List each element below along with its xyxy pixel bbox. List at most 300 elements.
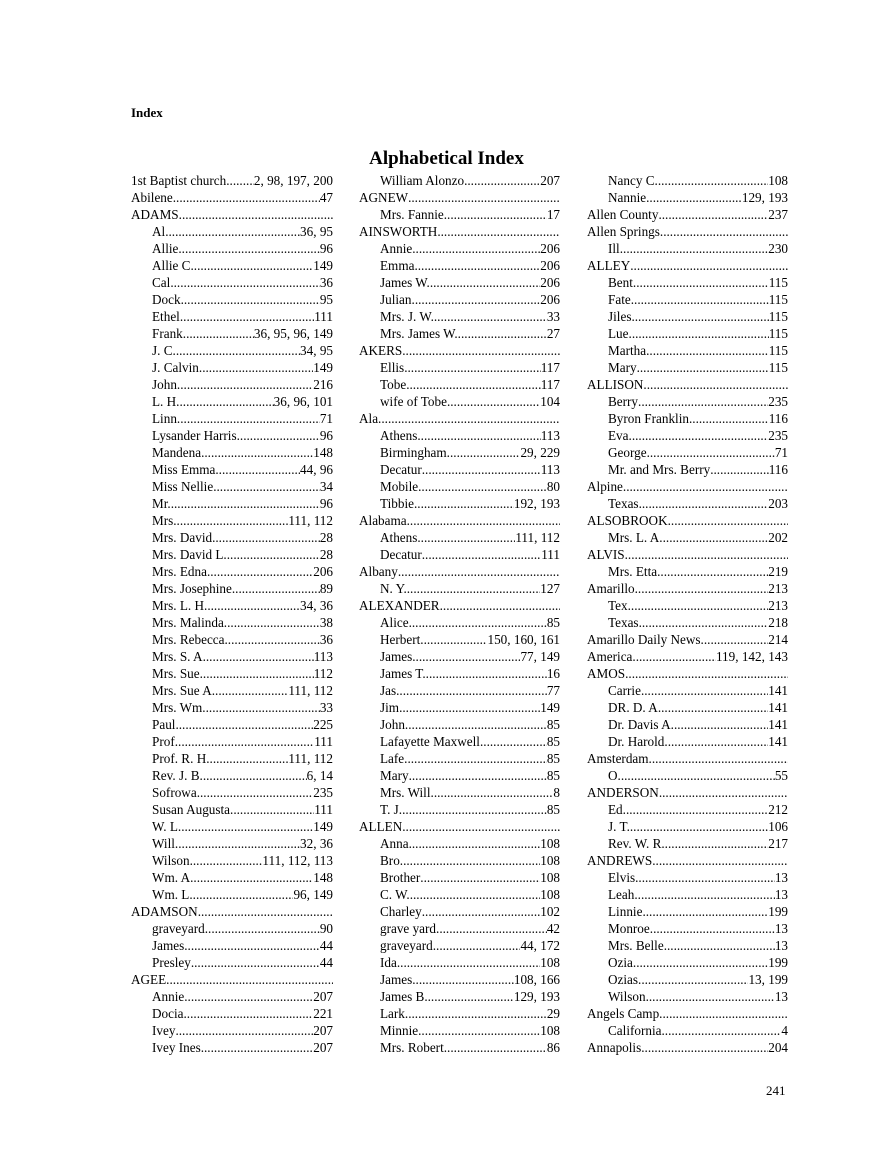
page-title: Alphabetical Index [369,148,524,169]
entry-term: James T. [380,666,426,681]
index-entry [359,563,560,580]
index-entry [587,512,788,529]
entry-term: Alice [380,615,409,630]
entry-pages: 86 [546,1040,560,1055]
entry-term: Mrs. Rebecca [152,632,225,647]
entry-pages: 104 [540,394,560,409]
entry-term: Mrs. Josephine [152,581,232,596]
entry-pages: 207 [313,1023,333,1038]
index-subentry [587,988,788,1005]
dot-leader [412,291,541,308]
entry-term: ALLEY [587,258,631,273]
dot-leader [665,835,769,852]
entry-term: Mandena [152,445,202,460]
entry-term: Mary [608,360,637,375]
entry-term: Monroe [608,921,650,936]
entry-term: Mr. [152,496,171,511]
dot-leader [412,240,540,257]
index-subentry [359,614,560,631]
entry-pages: 36, 95 [300,224,333,239]
entry-pages: 47 [319,190,333,205]
entry-pages: 116 [768,411,788,426]
entry-pages: 141 [768,700,788,715]
dot-leader [405,1005,547,1022]
entry-pages: 108 [540,887,560,902]
dot-leader [184,1005,314,1022]
index-subentry [131,920,333,937]
entry-term: California [608,1023,662,1038]
dot-leader [206,648,314,665]
entry-term: Alpine [587,479,623,494]
entry-term: O. [608,768,621,783]
entry-pages: 77, 149 [520,649,560,664]
entry-pages: 71 [319,411,333,426]
entry-term: Prof. [152,734,179,749]
entry-term: Will [152,836,175,851]
entry-pages: 219 [768,564,788,579]
entry-term: Linn [152,411,177,426]
dot-leader [444,206,547,223]
dot-leader [628,597,769,614]
dot-leader [179,393,273,410]
entry-term: C. W. [380,887,410,902]
index-subentry [359,886,560,903]
dot-leader [650,920,775,937]
index-entry [587,223,788,240]
dot-leader [180,308,314,325]
dot-leader [480,733,547,750]
entry-pages: 206 [540,275,560,290]
entry-term: Mrs. Belle [608,938,664,953]
dot-leader [668,512,788,529]
entry-term: Decatur [380,462,422,477]
index-subentry [131,393,333,410]
entry-pages: 225 [313,717,333,732]
index-subentry [359,750,560,767]
entry-term: Mrs. [152,513,177,528]
entry-term: Ozias [608,972,639,987]
entry-pages: 113 [313,649,333,664]
dot-leader [405,716,547,733]
entry-term: AINSWORTH [359,224,438,239]
index-subentry [131,886,333,903]
index-subentry [131,937,333,954]
index-entry [587,665,788,682]
entry-term: Susan Augusta [152,802,231,817]
index-subentry [131,240,333,257]
index-entry [587,478,788,495]
dot-leader [203,767,307,784]
dot-leader [420,631,487,648]
index-subentry [359,971,560,988]
dot-leader [422,546,541,563]
index-subentry [359,274,560,291]
index-subentry [131,461,333,478]
entry-term: Bent [608,275,633,290]
index-subentry [359,359,560,376]
entry-term: Mrs. S. A. [152,649,206,664]
dot-leader [409,835,541,852]
entry-pages: 206 [313,564,333,579]
index-entry [587,648,788,665]
index-subentry [359,920,560,937]
entry-pages: 111, 112 [515,530,560,545]
index-entry [587,1005,788,1022]
entry-pages: 230 [768,241,788,256]
entry-term: Dr. Harold [608,734,665,749]
entry-term: Mrs. Robert [380,1040,444,1055]
dot-leader [689,410,769,427]
entry-pages: 85 [546,717,560,732]
dot-leader [398,563,560,580]
entry-term: Allen County [587,207,659,222]
index-subentry [587,886,788,903]
entry-pages: 13 [774,989,788,1004]
index-subentry [587,903,788,920]
entry-term: Mrs. Fannie [380,207,444,222]
entry-term: Bro. [380,853,404,868]
index-subentry [587,614,788,631]
entry-term: Lysander Harris [152,428,237,443]
entry-term: John [152,377,177,392]
index-entry [359,410,560,427]
dot-leader [464,172,540,189]
index-subentry [131,410,333,427]
dot-leader [641,682,768,699]
entry-pages: 2, 98, 197, 200 [253,173,333,188]
dot-leader [418,1022,540,1039]
entry-pages: 4 [781,1023,788,1038]
index-subentry [587,342,788,359]
entry-pages: 96 [319,496,333,511]
entry-term: Athens [380,530,418,545]
entry-term: Mrs. David L. [152,547,227,562]
dot-leader [225,631,320,648]
entry-pages: 150, 160, 161 [487,632,560,647]
entry-pages: 71 [774,445,788,460]
dot-leader [663,529,769,546]
index-subentry [359,240,560,257]
index-subentry [359,937,560,954]
index-subentry [359,308,560,325]
entry-term: Birmingham [380,445,447,460]
entry-pages: 202 [768,530,788,545]
entry-pages: 221 [313,1006,333,1021]
entry-term: Carrie [608,683,641,698]
entry-term: N. Y. [380,581,407,596]
entry-term: Allie C. [152,258,194,273]
entry-pages: 115 [768,275,788,290]
index-subentry [587,495,788,512]
entry-pages: 29, 229 [520,445,560,460]
entry-term: Annie [152,989,185,1004]
dot-leader [212,529,320,546]
index-subentry [131,801,333,818]
dot-leader [422,903,540,920]
dot-leader [674,716,768,733]
entry-pages: 108 [768,173,788,188]
entry-term: Tobe [380,377,407,392]
index-subentry [587,937,788,954]
entry-term: Leah [608,887,635,902]
dot-leader [664,937,775,954]
entry-pages: 13 [774,938,788,953]
entry-term: Julian [380,292,412,307]
dot-leader [178,733,314,750]
index-subentry [587,563,788,580]
dot-leader [417,529,515,546]
dot-leader [447,393,540,410]
entry-term: Mrs. Sue [152,666,200,681]
dot-leader [409,767,547,784]
entry-term: Docia [152,1006,184,1021]
dot-leader [440,597,560,614]
entry-pages: 115 [768,292,788,307]
index-subentry [131,1005,333,1022]
dot-leader [436,920,547,937]
entry-term: ALEXANDER [359,598,440,613]
dot-leader [181,291,320,308]
entry-term: James [380,972,413,987]
entry-term: Ivey Ines [152,1040,201,1055]
index-entry [131,189,333,206]
entry-term: James B. [380,989,428,1004]
index-subentry [359,716,560,733]
index-subentry [359,682,560,699]
index-subentry [131,869,333,886]
dot-leader [652,852,788,869]
entry-pages: 213 [768,598,788,613]
dot-leader [657,563,768,580]
index-subentry [131,342,333,359]
dot-leader [632,648,716,665]
entry-pages: 141 [768,717,788,732]
dot-leader [404,750,547,767]
entry-pages: 27 [546,326,560,341]
dot-leader [399,699,540,716]
index-subentry [587,274,788,291]
entry-pages: 85 [546,734,560,749]
entry-pages: 149 [313,819,333,834]
dot-leader [194,257,313,274]
dot-leader [434,308,547,325]
dot-leader [175,716,313,733]
dot-leader [210,750,289,767]
dot-leader [412,971,514,988]
dot-leader [638,393,768,410]
entry-term: Annie [380,241,413,256]
entry-term: Miss Emma [152,462,216,477]
index-subentry [359,325,560,342]
dot-leader [409,614,547,631]
dot-leader [407,512,560,529]
entry-term: Charley [380,904,422,919]
index-entry [587,257,788,274]
index-subentry [131,529,333,546]
entry-pages: 113 [540,462,560,477]
index-subentry [131,1022,333,1039]
entry-pages: 212 [768,802,788,817]
entry-term: Dr. Davis A. [608,717,674,732]
entry-term: ADAMSON [131,904,198,919]
entry-pages: 13 [774,887,788,902]
entry-pages: 129, 193 [741,190,788,205]
entry-pages: 206 [540,241,560,256]
entry-term: W. L. [152,819,182,834]
dot-leader [184,988,313,1005]
entry-term: Prof. R. H. [152,751,210,766]
entry-term: Rev. W. R. [608,836,665,851]
dot-leader [646,988,775,1005]
index-subentry [587,818,788,835]
entry-term: Mobile [380,479,419,494]
index-entry [587,784,788,801]
dot-leader [177,512,289,529]
index-entry [359,512,560,529]
entry-term: Al [152,224,166,239]
entry-pages: 85 [546,751,560,766]
entry-pages: 206 [540,292,560,307]
entry-pages: 28 [319,547,333,562]
index-subentry [359,427,560,444]
index-column-2 [359,172,560,1056]
entry-pages: 36, 96, 101 [273,394,333,409]
entry-term: Martha [608,343,647,358]
index-subentry [131,682,333,699]
entry-term: AGNEW [359,190,409,205]
index-subentry [131,495,333,512]
entry-term: Mrs. David [152,530,213,545]
index-subentry [359,478,560,495]
entry-pages: 235 [768,394,788,409]
entry-term: graveyard [380,938,433,953]
dot-leader [639,614,769,631]
dot-leader [402,801,547,818]
index-subentry [359,801,560,818]
dot-leader [173,189,320,206]
index-subentry [131,597,333,614]
index-subentry [587,444,788,461]
entry-term: Mrs. Edna [152,564,207,579]
entry-pages: 117 [540,360,560,375]
entry-term: ALVIS [587,547,625,562]
entry-term: AGEE [131,972,167,987]
index-entry [359,597,560,614]
dot-leader [646,342,769,359]
entry-term: Frank [152,326,183,341]
index-subentry [359,529,560,546]
dot-leader [176,342,300,359]
index-subentry [359,580,560,597]
entry-pages: 33 [546,309,560,324]
index-subentry [359,631,560,648]
entry-pages: 6, 14 [306,768,333,783]
entry-pages: 44, 96 [300,462,333,477]
index-subentry [359,852,560,869]
entry-term: Dock [152,292,181,307]
index-entry [359,342,560,359]
dot-leader [190,852,263,869]
entry-term: Herbert [380,632,421,647]
entry-term: Mrs. Etta [608,564,658,579]
entry-pages: 127 [540,581,560,596]
entry-term: wife of Tobe [380,394,447,409]
entry-pages: 33 [319,700,333,715]
entry-term: George [608,445,647,460]
entry-pages: 108, 166 [513,972,560,987]
entry-term: Berry [608,394,639,409]
entry-pages: 95 [319,292,333,307]
entry-pages: 115 [768,326,788,341]
dot-leader [417,427,540,444]
entry-pages: 38 [319,615,333,630]
index-subentry [359,172,560,189]
entry-term: T. J. [380,802,403,817]
entry-term: Fate [608,292,631,307]
entry-term: Wilson [608,989,646,1004]
dot-leader [177,410,320,427]
index-subentry [131,546,333,563]
dot-leader [226,172,254,189]
dot-leader [621,767,775,784]
dot-leader [660,223,788,240]
entry-pages: 111, 112 [288,513,333,528]
entry-pages: 32, 36 [300,836,333,851]
dot-leader [710,461,769,478]
dot-leader [171,495,320,512]
dot-leader [181,818,313,835]
index-entry [131,903,333,920]
entry-pages: 13 [774,921,788,936]
entry-pages: 204 [768,1040,788,1055]
entry-term: Ethel [152,309,180,324]
index-subentry [131,359,333,376]
entry-pages: 29 [546,1006,560,1021]
entry-pages: 85 [546,615,560,630]
dot-leader [184,937,320,954]
entry-pages: 149 [313,360,333,375]
entry-pages: 85 [546,768,560,783]
entry-term: Rev. J. B. [152,768,203,783]
index-subentry [587,767,788,784]
entry-term: Amsterdam [587,751,649,766]
entry-term: Abilene [131,190,173,205]
entry-pages: 80 [546,479,560,494]
entry-term: Texas [608,615,639,630]
entry-term: Jas. [380,683,400,698]
dot-leader [191,954,320,971]
entry-pages: 192, 193 [513,496,560,511]
dot-leader [381,410,560,427]
index-subentry [131,716,333,733]
entry-term: Anna [380,836,409,851]
entry-pages: 8 [553,785,560,800]
index-subentry [359,461,560,478]
dot-leader [414,495,514,512]
entry-pages: 96 [319,241,333,256]
dot-leader [237,427,320,444]
entry-term: Lafe [380,751,405,766]
entry-term: Mr. and Mrs. Berry [608,462,711,477]
index-entry [131,206,333,223]
index-subentry [131,784,333,801]
dot-leader [629,325,769,342]
index-subentry [359,954,560,971]
entry-term: Mrs. L. A. [608,530,663,545]
index-entry [359,189,560,206]
entry-term: Ozia [608,955,633,970]
index-subentry [587,529,788,546]
